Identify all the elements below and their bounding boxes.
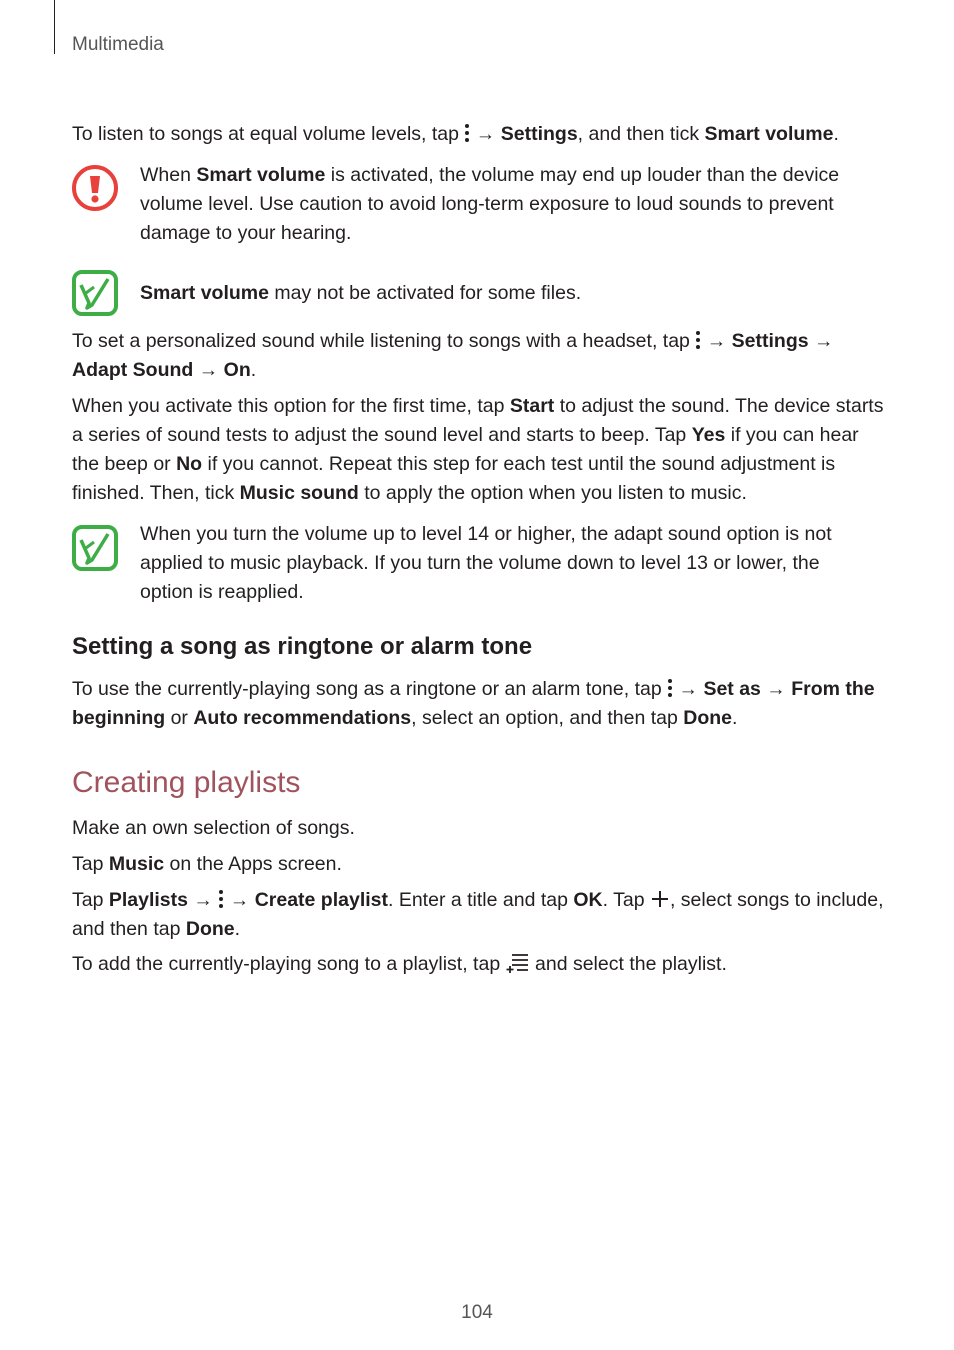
- paragraph-intro: Make an own selection of songs.: [72, 817, 355, 839]
- paragraph-tap-music: Tap Music on the Apps screen.: [72, 853, 342, 875]
- add-to-playlist-icon: [506, 951, 530, 973]
- paragraph-ringtone: To use the currently-playing song as a ringtone or an alarm tone, tap → Set as → From the beginning or Auto recommendations, select an option, and then tap Done.: [72, 678, 875, 729]
- add-icon: [650, 889, 670, 909]
- section-title: Multimedia: [72, 34, 164, 55]
- paragraph-adapt-sound: To set a personalized sound while listening to songs with a headset, tap → Settings → Adapt Sound → On.: [72, 330, 834, 381]
- paragraph-create-playlist: Tap Playlists → → Create playlist. Enter a title and tap OK. Tap , select songs to include, and then tap Done.: [72, 889, 884, 940]
- heading-creating-playlists: Creating playlists: [72, 766, 301, 799]
- warning-text: When Smart volume is activated, the volume may end up louder than the device volume level. Use caution to avoid long-term exposure to loud sounds to prevent damage to your hearing.: [140, 164, 840, 244]
- note-volume-level: When you turn the volume up to level 14 or higher, the adapt sound option is not applied to music playback. If you turn the volume down to level 13 or lower, the option is reapplied.: [140, 523, 832, 603]
- paragraph-smart-volume: To listen to songs at equal volume levels, tap → Settings, and then tick Smart volume.: [72, 123, 839, 145]
- note-smart-volume: Smart volume may not be activated for some files.: [140, 282, 582, 304]
- paragraph-sound-test: When you activate this option for the first time, tap Start to adjust the sound. The device starts a series of sound tests to adjust the sound level and starts to beep. Tap Yes if you can hear the beep or No if you cannot. Repeat this step for each test until the sound adjustment is finished. Then, tick Music sound to apply the option when you listen to music.: [72, 395, 884, 504]
- warning-icon: [72, 165, 118, 211]
- header-rule: [54, 0, 55, 54]
- note-icon: [72, 525, 118, 571]
- page-number: 104: [461, 1302, 493, 1323]
- note-icon: [72, 270, 118, 316]
- paragraph-add-to-playlist: To add the currently-playing song to a playlist, tap and select the playlist.: [72, 953, 727, 975]
- subheading-ringtone: Setting a song as ringtone or alarm tone: [72, 633, 533, 660]
